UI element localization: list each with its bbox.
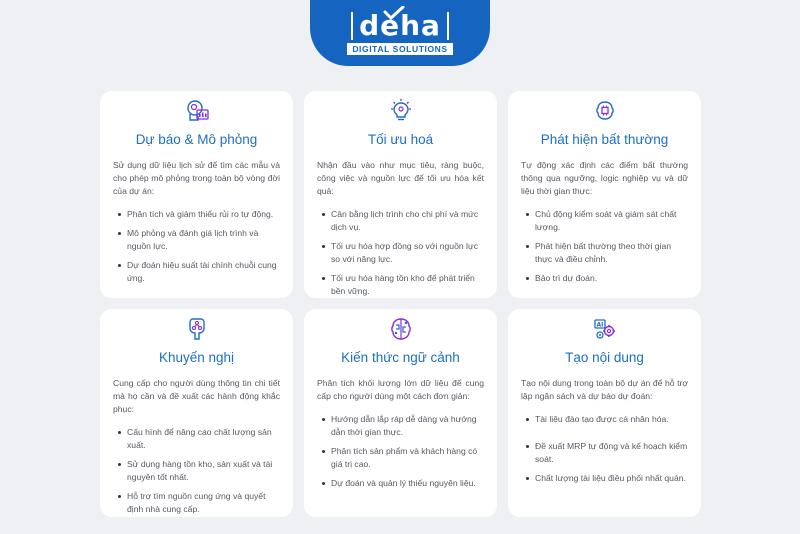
list-item: Dự đoán hiệu suất tài chính chuỗi cung ứng.	[127, 259, 280, 285]
list-item: Tài liệu đào tạo được cá nhân hóa.	[535, 413, 688, 426]
card-description: Sử dụng dữ liệu lịch sử để tìm các mẫu và cho phép mô phỏng trong toàn bộ vòng đời của dự án:	[113, 160, 280, 196]
ai-gears-icon	[592, 316, 618, 342]
checkmark-icon	[383, 6, 405, 20]
head-network-icon	[184, 316, 210, 342]
card-bullet-list	[521, 208, 688, 285]
card-title: Dự báo & Mô phỏng	[135, 132, 258, 147]
card-title: Kiến thức ngữ cảnh	[341, 350, 460, 365]
card-contextual-knowledge	[304, 309, 497, 517]
list-item: Chủ động kiểm soát và giám sát chất lượng.	[535, 208, 688, 234]
list-item: Phân tích sản phẩm và khách hàng có giá trị cao.	[331, 445, 484, 471]
brain-circuit-icon	[388, 316, 414, 342]
card-recommendation	[100, 309, 293, 517]
list-item: Dự đoán và quản lý thiếu nguyên liệu.	[331, 477, 484, 490]
card-optimization	[304, 91, 497, 298]
list-item: Sử dụng hàng tồn kho, sản xuất và tài nguyên tốt nhất.	[127, 458, 280, 484]
list-item: Phát hiện bất thường theo thời gian thực và điều chỉnh.	[535, 240, 688, 266]
list-item: Phân tích và giảm thiểu rủi ro tự động.	[127, 208, 280, 221]
list-item: Hỗ trợ tìm nguồn cung ứng và quyết định nhà cung cấp.	[127, 490, 280, 516]
card-bullet-list	[113, 426, 280, 516]
card-title: Khuyến nghị	[158, 350, 235, 365]
list-item: Hướng dẫn lắp ráp dễ dàng và hướng dẫn thời gian thực.	[331, 413, 484, 439]
card-forecast-simulation	[100, 91, 293, 298]
card-anomaly-detection	[508, 91, 701, 298]
logo-subtitle: DIGITAL SOLUTIONS	[347, 43, 452, 55]
card-content-generation	[508, 309, 701, 517]
list-item: Cấu hình để nâng cao chất lượng sản xuất.	[127, 426, 280, 452]
card-description: Cung cấp cho người dùng thông tin chi tiết mà họ cần và đề xuất các hành động khắc phục:	[113, 378, 280, 414]
card-description: Phân tích khối lượng lớn dữ liệu để cung cấp cho người dùng một cách đơn giản:	[317, 378, 484, 401]
list-item: Bảo trì dự đoán.	[535, 272, 688, 285]
brain-chip-icon	[592, 98, 618, 124]
list-item: Cân bằng lịch trình cho chi phí và mức dịch vụ.	[331, 208, 484, 234]
logo-wordmark	[351, 9, 449, 42]
list-item: Tối ưu hóa hàng tồn kho để phát triển bền vững.	[331, 272, 484, 298]
card-title: Tạo nội dung	[565, 350, 644, 365]
card-bullet-list	[317, 413, 484, 490]
brand-logo	[310, 0, 490, 66]
list-item: Chất lượng tài liệu điều phối nhất quán.	[535, 472, 688, 485]
card-title: Tối ưu hoá	[367, 132, 434, 147]
card-bullet-list	[521, 413, 688, 485]
card-bullet-list	[113, 208, 280, 285]
svg-text:AI: AI	[596, 321, 603, 329]
card-bullet-list	[317, 208, 484, 298]
logo-text: deha	[359, 9, 441, 42]
card-description: Tạo nội dung trong toàn bộ dự án để hỗ trợ lập ngân sách và dự báo dự đoán:	[521, 378, 688, 401]
card-title: Phát hiện bất thường	[540, 132, 669, 147]
list-item: Mô phỏng và đánh giá lịch trình và nguồn lực.	[127, 227, 280, 253]
ai-bulb-icon	[388, 98, 414, 124]
list-item: Đề xuất MRP tự động và kế hoạch kiểm soát.	[535, 441, 688, 464]
head-chart-icon	[184, 98, 210, 124]
card-description: Nhận đầu vào như mục tiêu, ràng buộc, công việc và nguồn lực để tối ưu hóa kết quả:	[317, 160, 484, 196]
card-description: Tự động xác định các điểm bất thường thông qua ngưỡng, logic nghiệp vụ và dữ liệu thời gian thực:	[521, 160, 688, 196]
list-item: Tối ưu hóa hợp đồng so với nguồn lực so với năng lực.	[331, 240, 484, 266]
